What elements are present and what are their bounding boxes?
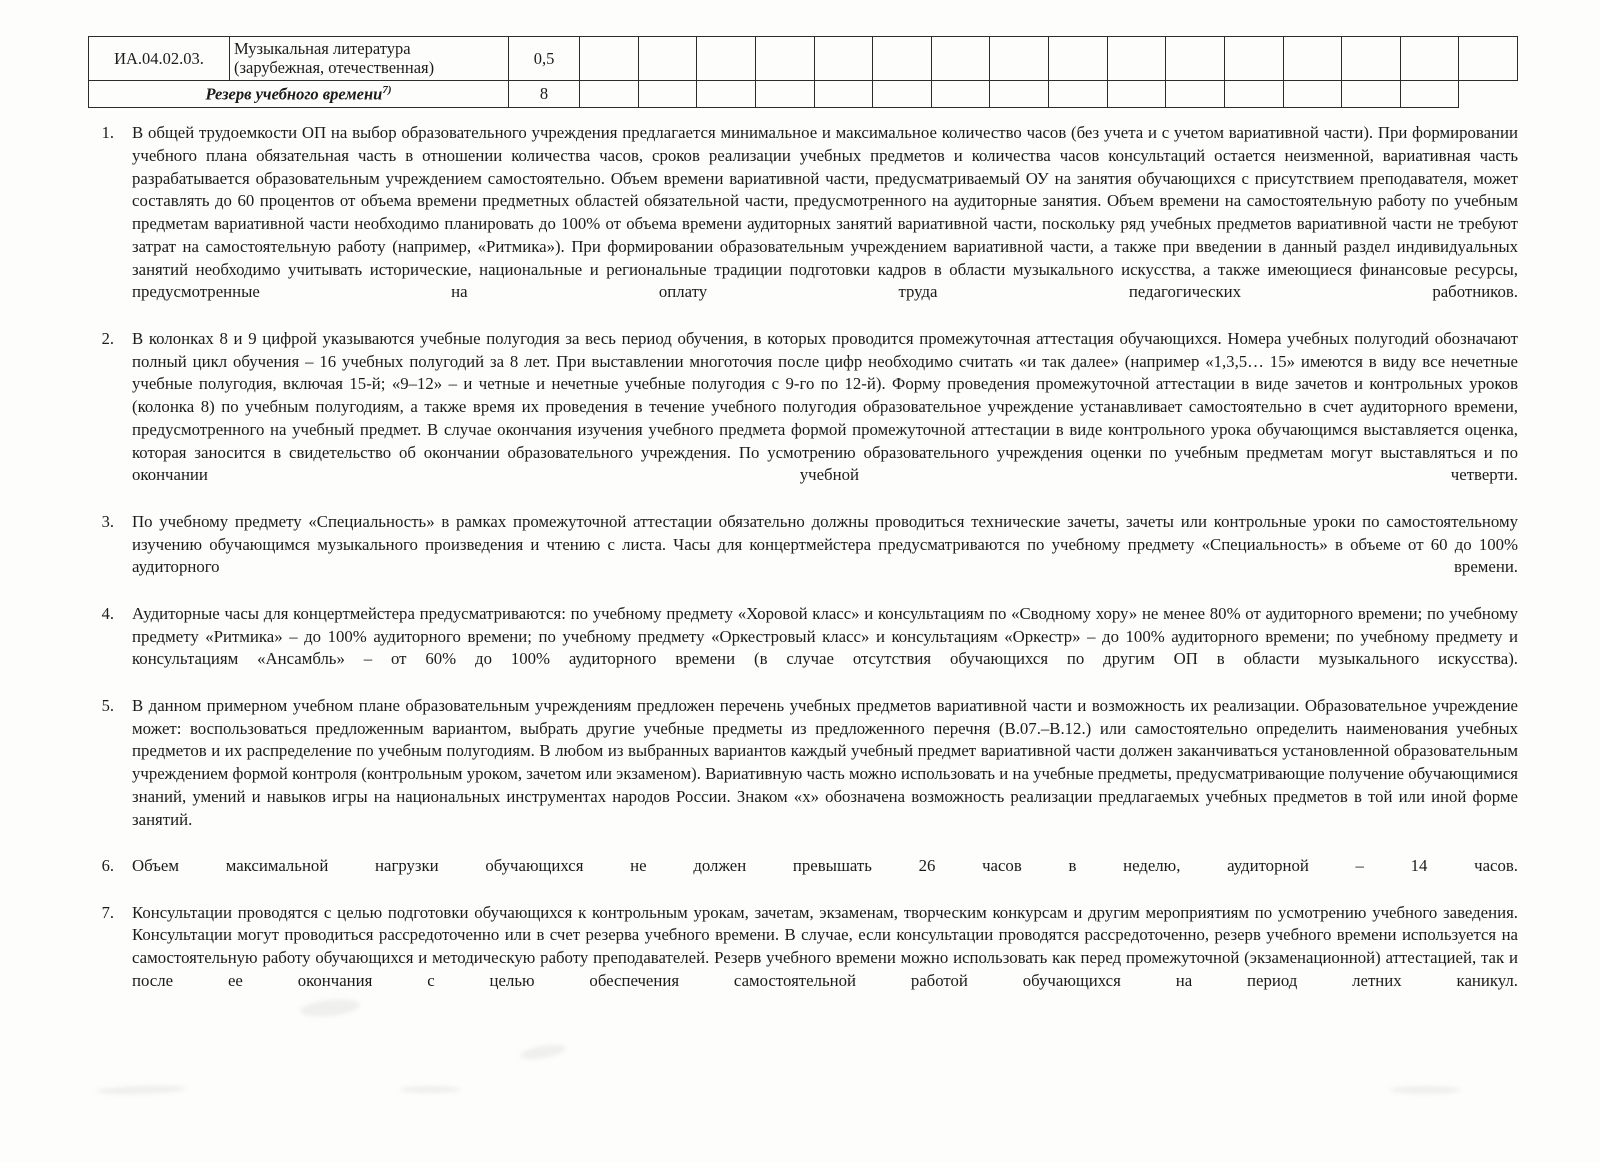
list-item-number: 7. — [101, 902, 114, 922]
list-item — [88, 603, 1518, 694]
list-item-number: 2. — [101, 328, 114, 348]
reserve-label-footnote: 7) — [382, 83, 392, 96]
cell-empty — [931, 37, 990, 81]
list-item-number: 5. — [101, 695, 114, 715]
list-item-text: Консультации проводятся с целью подготовки обучающихся к контрольным урокам, зачетам, экзаменам, творческим конкурсам и другим мероприятиям по усмотрению учебного заведения. Консультации могут проводиться рассредоточенно или в счет резерва учебного времени. В случае, если консультации проводятся рассредоточенно, резерв учебного времени используется на самостоятельную работу обучающихся и методическую работу преподавателей. Резерв учебного времени можно использовать как перед промежуточной (экзаменационной) аттестацией, так и после ее окончания с целью обеспечения самостоятельной работой обучающихся на период летних каникул. — [132, 902, 1518, 990]
cell-empty — [1400, 80, 1459, 107]
list-item-text: В колонках 8 и 9 цифрой указываются учебные полугодия за весь период обучения, в которых проводится промежуточная аттестация обучающихся. Номера учебных полугодий обозначают полный цикл обучения – 16 учебных полугодий за 8 лет. При выставлении многоточия после цифр необходимо считать «и так далее» (например «1,3,5… 15» имеются в виду все нечетные учебные полугодия, включая 15-й; «9–12» – и четные и нечетные учебные полугодия с 9-го по 12-й). Форму проведения промежуточной аттестации в виде зачетов и контрольных уроков (колонка 8) по учебным полугодиям, а также время их проведения в течение учебного полугодия образовательное учреждение устанавливает самостоятельно в счет аудиторного времени, предусмотренного на учебный предмет. В случае окончания изучения учебного предмета формой промежуточной аттестации в виде контрольного урока обучающимся выставляется оценка, которая заносится в свидетельство об окончании образовательного учреждения. По усмотрению образовательного учреждения оценки по учебным предметам могут выставляться и по окончании учебной четверти. — [132, 328, 1518, 485]
list-item-number: 4. — [101, 603, 114, 623]
cell-empty — [638, 80, 697, 107]
cell-empty — [873, 80, 932, 107]
cell-empty — [755, 80, 814, 107]
cell-empty — [1107, 80, 1166, 107]
cell-empty — [1342, 80, 1401, 107]
cell-empty — [1166, 37, 1225, 81]
cell-empty — [1107, 37, 1166, 81]
list-item-text: По учебному предмету «Специальность» в рамках промежуточной аттестации обязательно должны проводиться технические зачеты, зачеты или контрольные уроки по самостоятельному изучению обучающимся музыкального произведения и чтению с листа. Часы для концертмейстера предусматриваются по учебному предмету «Специальность» в объеме от 60 до 100% аудиторного времени. — [132, 511, 1518, 577]
list-item — [88, 328, 1518, 510]
cell-empty — [1224, 37, 1283, 81]
list-item-number: 3. — [101, 511, 114, 531]
cell-empty — [1224, 80, 1283, 107]
cell-empty — [1049, 37, 1108, 81]
cell-empty — [1459, 37, 1518, 81]
cell-empty — [990, 80, 1049, 107]
cell-reserve-hours: 8 — [509, 80, 580, 107]
cell-subject-code: ИА.04.02.03. — [89, 37, 230, 81]
cell-reserve-label — [89, 80, 509, 107]
table-row-reserve — [89, 80, 1518, 107]
scan-artifact — [96, 1084, 186, 1095]
cell-empty — [580, 37, 639, 81]
cell-empty — [755, 37, 814, 81]
list-item — [88, 695, 1518, 854]
list-item-text: В общей трудоемкости ОП на выбор образовательного учреждения предлагается минимальное и максимальное количество часов (без учета и с учетом вариативной части). При формировании учебного плана обязательная часть в отношении количества часов, сроков реализации учебных предметов и количества часов консультаций остается неизменной, вариативная часть разрабатывается образовательным учреждением самостоятельно. Объем времени вариативной части, предусматриваемый ОУ на занятия обучающихся с присутствием преподавателя, может составлять до 60 процентов от объема времени предметных областей обязательной части, предусмотренного на аудиторные занятия. Объем времени на самостоятельную работу по учебным предметам вариативной части необходимо планировать до 100% от объема времени аудиторных занятий вариативной части, поскольку ряд учебных предметов вариативной части не требуют затрат на самостоятельную работу (например, «Ритмика»). При формировании образовательным учреждением вариативной части, а также при введении в данный раздел индивидуальных занятий необходимо учитывать исторические, национальные и региональные традиции подготовки кадров в области музыкального искусства, а также имеющиеся финансовые ресурсы, предусмотренные на оплату труда педагогических работников. — [132, 123, 1518, 302]
cell-empty — [814, 37, 873, 81]
list-item-number: 6. — [101, 856, 114, 875]
list-item-number: 1. — [101, 123, 114, 142]
cell-empty — [931, 80, 990, 107]
scan-artifact — [1390, 1086, 1460, 1094]
cell-empty — [697, 80, 756, 107]
cell-empty — [814, 80, 873, 107]
cell-subject-hours: 0,5 — [509, 37, 580, 81]
cell-empty — [873, 37, 932, 81]
cell-empty — [697, 37, 756, 81]
list-item — [88, 122, 1518, 327]
scan-artifact — [519, 1042, 566, 1062]
curriculum-table-container — [88, 36, 1518, 108]
list-item-text: В данном примерном учебном плане образовательным учреждениям предложен перечень учебных предметов вариативной части и возможность их реализации. Образовательное учреждение может: воспользоваться предложенным вариантом, выбрать другие учебные предметы из предложенного перечня (В.07.–В.12.) или самостоятельно определить наименования учебных предметов и их распределение по учебным полугодиям. В любом из выбранных вариантов каждый учебный предмет вариативной части должен заканчиваться установленной образовательным учреждением формой контроля (контрольным уроком, зачетом или экзаменом). Вариативную часть можно использовать и на учебные предметы, предусматривающие получение обучающимися знаний, умений и навыков игры на национальных инструментах народов России. Знаком «х» обозначена возможность реализации предлагаемых учебных предметов в той или иной форме занятий. — [132, 695, 1518, 829]
list-item-text: Аудиторные часы для концертмейстера предусматриваются: по учебному предмету «Хоровой класс» и консультациям по «Сводному хору» не менее 80% от аудиторного времени; по учебному предмету «Ритмика» – до 100% аудиторного времени; по учебному предмету «Оркестровый класс» и консультациям «Оркестр» – до 100% аудиторного времени; по учебному предмету и консультациям «Ансамбль» – от 60% до 100% аудиторного времени (в случае отсутствия обучающихся по другим ОП в области музыкального искусства). — [132, 603, 1518, 669]
curriculum-table-body — [89, 37, 1518, 108]
list-item — [88, 855, 1518, 901]
footnotes-list — [88, 122, 1518, 1016]
cell-empty — [1400, 37, 1459, 81]
scan-artifact — [400, 1086, 460, 1093]
cell-empty — [1049, 80, 1108, 107]
cell-empty — [1342, 37, 1401, 81]
cell-empty — [1283, 37, 1342, 81]
list-item — [88, 902, 1518, 1016]
list-item — [88, 511, 1518, 602]
list-item-text: Объем максимальной нагрузки обучающихся не должен превышать 26 часов в неделю, аудиторной – 14 часов. — [132, 856, 1518, 875]
cell-empty — [1283, 80, 1342, 107]
reserve-label-text: Резерв учебного времени — [205, 84, 383, 104]
cell-subject-name: Музыкальная литература (зарубежная, отечественная) — [230, 37, 509, 81]
cell-empty — [580, 80, 639, 107]
curriculum-table — [88, 36, 1518, 108]
cell-empty — [638, 37, 697, 81]
cell-empty — [990, 37, 1049, 81]
cell-empty — [1166, 80, 1225, 107]
table-row — [89, 37, 1518, 81]
